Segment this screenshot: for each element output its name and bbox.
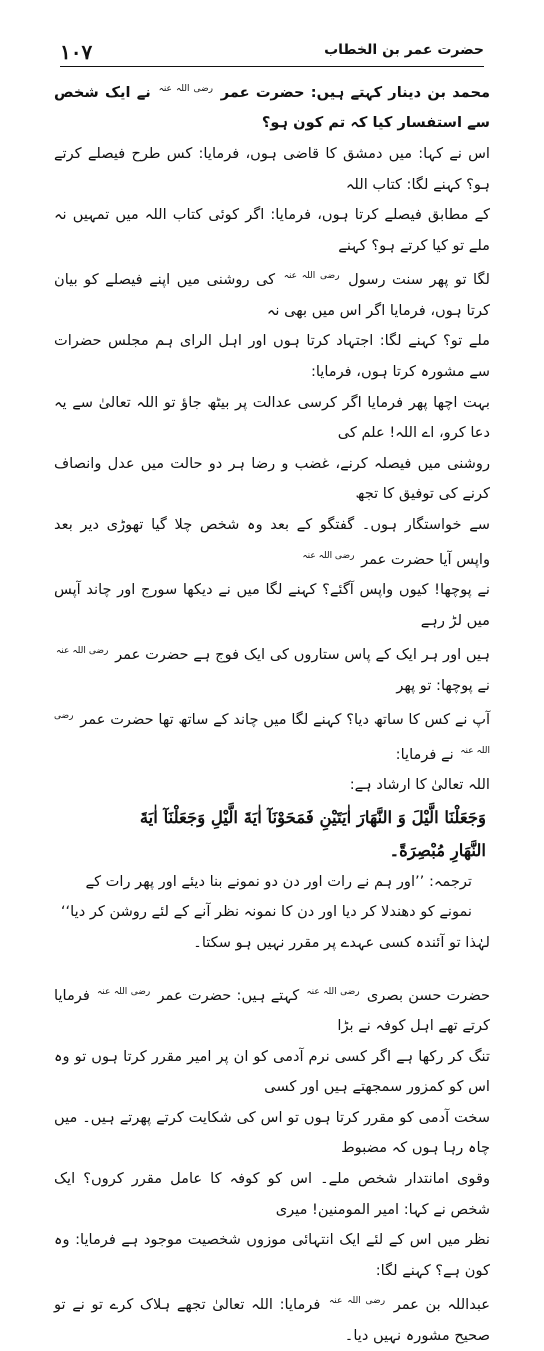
paragraph-1-line-9: نے پوچھا! کیوں واپس آگئے؟ کہنے لگا میں نے دیکھا سورج اور چاند آپس میں لڑ رہے [54,581,490,629]
paragraph-1-line-11 [54,701,490,770]
text-run: ہیں اور ہر ایک کے پاس ستاروں کی ایک فوج ہے حضرت عمر [115,646,491,664]
conclusion-line: لہٰذا تو آئندہ کسی عہدے پر مقرر نہیں ہو سکتا۔ [193,934,490,951]
honorific-mark: رضی اللہ عنہ [302,550,355,561]
honorific-mark: رضی اللہ عنہ [158,84,213,94]
text-run: آپ نے کس کا ساتھ دیا؟ کہنے لگا میں چاند کے ساتھ تھا حضرت عمر [80,711,490,729]
paragraph-1-line-4 [54,261,490,326]
paragraph-2-line-1 [54,977,490,1042]
paragraph-1-line-2: اس نے کہا: میں دمشق کا قاضی ہوں، فرمایا: کس طرح فیصلے کرتے ہو؟ کہنے لگا: کتاب اللہ [54,145,490,193]
page-header [60,40,484,68]
paragraph-1-line-3: کے مطابق فیصلے کرتا ہوں، فرمایا: اگر کوئی کتاب اللہ میں تمہیں نہ ملے تو کیا کرتے ہو؟ کہنے [54,206,490,254]
text-run: نے پوچھا: تو پھر [396,676,490,694]
text-run: سے خواستگار ہوں۔ گفتگو کے بعد وہ شخص چلا گیا تھوڑی دیر بعد واپس آیا حضرت عمر [54,516,490,568]
honorific-mark: رضی اللہ عنہ [283,271,340,282]
translation-line-1: ترجمہ: ’’اور ہم نے رات اور دن دو نمونے بنا دیئے اور پھر رات کے [85,872,472,890]
paragraph-1-line-10 [54,636,490,701]
text-run: فرمایا کرتے تھے اہل کوفہ نے بڑا [54,986,490,1035]
paragraph-2-line-6 [54,1286,490,1351]
honorific-mark: رضی اللہ عنہ [328,1296,386,1307]
verse-intro: اللہ تعالیٰ کا ارشاد ہے: [349,776,490,794]
honorific-mark: رضی اللہ عنہ [54,711,490,756]
text-run: حضرت حسن بصری [366,986,491,1004]
paragraph-2-line-3: سخت آدمی کو مقرر کرتا ہوں تو اس کی شکایت کرتے پھرتے ہیں۔ میں چاہ رہا ہوں کہ مضبوط [54,1108,490,1157]
text-run: عبداللہ بن عمر [393,1296,490,1314]
text-run: لگا تو پھر سنت رسول [348,271,490,289]
text-run: کہتے ہیں: حضرت عمر [157,986,300,1004]
paragraph-2-line-4: وقوی امانتدار شخص ملے۔ اس کو کوفہ کا عامل مقرر کروں؟ ایک شخص نے کہا: امیر المومنین! میری [54,1170,490,1218]
header-divider [60,66,484,67]
quran-verse-line-1: وَجَعَلْنَا الَّيْلَ وَ النَّهَارَ اٰيَتَيْنِ فَمَحَوْنَآ اٰيَةَ الَّيْلِ وَجَعَلْنَآ اٰيَةَ [139,807,486,827]
quran-verse-line-2: النَّهَارِ مُبْصِرَةً۔ [389,840,486,860]
honorific-mark: رضی اللہ عنہ [56,646,109,657]
text-run: نے فرمایا: [395,745,454,763]
paragraph-spacer [54,959,490,977]
paragraph-1-line-1 [54,74,490,139]
translation-line-2: نمونے کو دھندلا کر دیا اور دن کا نمونہ نظر آنے کے لئے روشن کر دیا‘‘ [60,903,472,921]
paragraph-2-line-2: تنگ کر رکھا ہے اگر کسی نرم آدمی کو ان پر امیر مقرر کرتا ہوں تو وہ اس کو کمزور سمجھتے ہیں اور کسی [54,1047,490,1096]
paragraph-1-line-7: روشنی میں فیصلہ کرنے، غضب و رضا ہر دو حالت میں عدل وانصاف کرنے کی توفیق کا تجھ [54,454,490,503]
paragraph-2-line-5: نظر میں اس کے لئے ایک انتہائی موزوں شخصیت موجود ہے فرمایا: وہ کون ہے؟ کہنے لگا: [54,1231,490,1279]
running-title: حضرت عمر بن الخطاب [324,42,484,58]
text-run: نے ایک شخص سے استفسار کیا کہ تم کون ہو؟ [54,83,490,132]
paragraph-1-line-8 [54,510,490,575]
paragraph-1-line-6: بہت اچھا پھر فرمایا اگر کرسی عدالت پر بیٹھ جاؤ تو اللہ تعالیٰ سے یہ دعا کرو، اے اللہ! علم کی [54,393,490,442]
page-number: ١٠٧ [60,40,93,64]
text-run: کی روشنی میں اپنے فیصلے کو بیان کرتا ہوں، فرمایا اگر اس میں بھی نہ [54,271,490,319]
narrator-intro: محمد بن دینار کہتے ہیں: حضرت عمر [220,83,490,101]
honorific-mark: رضی اللہ عنہ [306,986,360,997]
verse-translation [54,867,490,928]
text-run: فرمایا: اللہ تعالیٰ تجھے ہلاک کرے تو نے تو صحیح مشورہ نہیں دیا۔ [54,1296,490,1344]
honorific-mark: رضی اللہ عنہ [97,986,151,997]
page-body [54,74,490,1351]
paragraph-1-line-5: ملے تو؟ کہنے لگا: اجتہاد کرتا ہوں اور اہل الرای ہم مجلس حضرات سے مشورہ کرتا ہوں، فرمایا: [54,332,490,381]
